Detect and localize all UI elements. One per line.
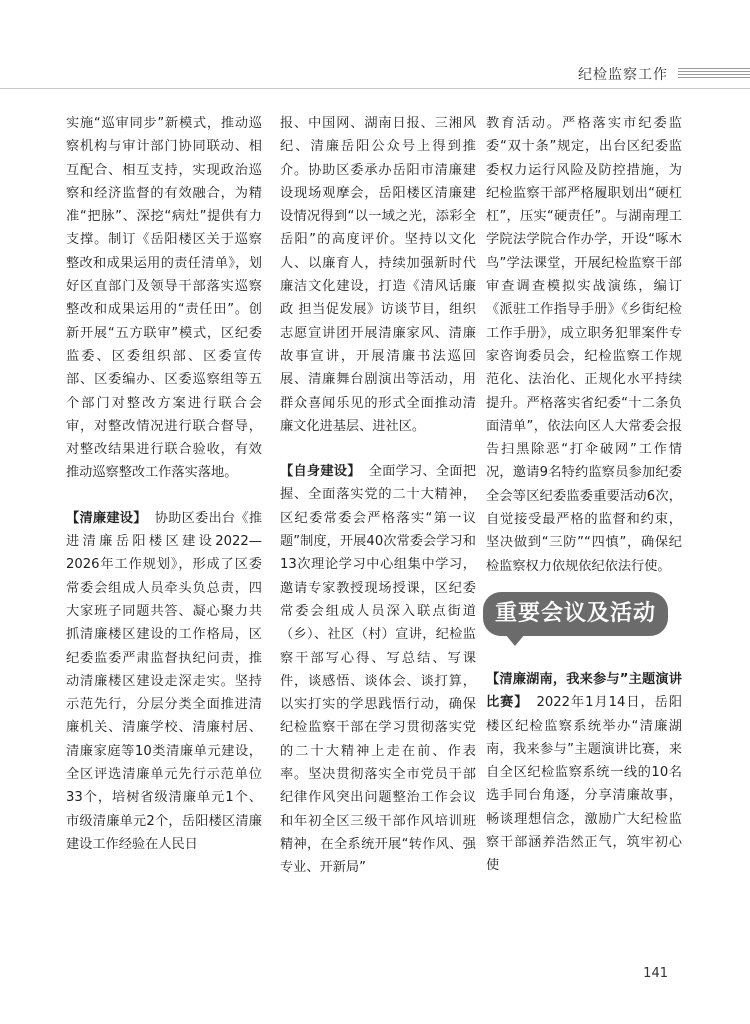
paragraph-gap [66,485,262,507]
paragraph-self-construction [280,460,476,879]
banner-pointer [505,634,525,646]
paragraph: 教育活动。严格落实市纪委监委“双十条”规定，出台区纪委监委权力运行风险及防控措施，为纪检监察干部严格履职划出“硬杠杠”，压实“硬责任”。与湖南理工学院法学院合作办学，开设“啄木鸟”学法课堂，开展纪检监察干部审查调查模拟实战演练，编订《派驻工作指导手册》《乡街纪检工作手册》，成立职务犯罪案件专家咨询委员会，纪检监察工作规范化、法治化、正规化水平持续提升。严格落实省纪委“十二条负面清单”，依法向区人大常委会报告扫黑除恶“打伞破网”工作情况，邀请9名特约监察员参加纪委全会等区纪委监委重要活动6次，自觉接受最严格的监督和约束，坚决做到“三防”“四慎”，确保纪检监察权力依规依纪依法行使。 [486,116,682,574]
section-tag: 【清廉湖南，我来参与”主题演讲比赛】 [486,671,682,711]
page-number: 141 [643,966,668,981]
paragraph-body: 协助区委出台《推进清廉岳阳楼区建设2022—2026年工作规划》，形成了区委常委会组成人员牵头负总责，四大家班子同题共答、凝心聚力共抓清廉楼区建设的工作格局，区纪委监委严肃监督执纪问责，推动清廉楼区建设走深走实。坚持示范先行，分层分类全面推进清廉机关、清廉学校、清廉村居、清廉家庭等10类清廉单元建设，全区评选清廉单元先行示范单位33个，培树省级清廉单元1个、市级清廉单元2个，岳阳楼区清廉建设工作经验在人民日 [66,510,263,852]
paragraph: 实施“巡审同步”新模式，推动巡察机构与审计部门协同联动、相互配合、相互支持，实现政治巡察和经济监督的有效融合，为精准“把脉”、深挖“病灶”提供有力支撑。制订《岳阳楼区关于巡察整改和成果运用的责任清单》，划好区直部门及领导干部落实巡察整改和成果运用的“责任田”。创新开展“五方联审”模式，区纪委监委、区委组织部、区委宣传部、区委编办、区委巡察组等五个部门对整改方案进行联合会审，对整改情况进行联合督导，对整改结果进行联合验收，有效推动巡察整改工作落实落地。 [66,116,262,481]
paragraph-gap [280,438,476,460]
banner-label: 重要会议及活动 [483,592,668,636]
header-divider [0,88,750,89]
header-stripe-decoration [678,68,750,80]
section-tag: 【清廉建设】 [66,510,147,526]
section-banner [483,592,682,652]
paragraph: 报、中国网、湖南日报、三湘风纪、清廉岳阳公众号上得到推介。协助区委承办岳阳市清廉建设现场观摩会，岳阳楼区清廉建设情况得到“以一域之光，添彩全岳阳”的高度评价。坚持以文化人、以廉育人，持续加强新时代廉洁文化建设，打造《清风话廉政 担当促发展》访谈节目，组织志愿宣讲团开展清廉家风、清廉故事宣讲，开展清廉书法巡回展、清廉舞台剧演出等活动，用群众喜闻乐见的形式全面推动清廉文化进基层、进社区。 [280,116,476,434]
paragraph-body: 全面学习、全面把握、全面落实党的二十大精神，区纪委常委会严格落实“第一议题”制度，开展40次常委会学习和13次理论学习中心组集中学习，邀请专家教授现场授课，区纪委常委会组成人员深入联点街道（乡）、社区（村）宣讲，纪检监察干部写心得、写总结、写课件，谈感悟、谈体会、谈打算，以实打实的学思践悟行动，确保纪检监察干部在学习贯彻落实党的二十大精神上走在前、作表率。坚决贯彻落实全市党员干部纪律作风突出问题整治工作会议和年初全区三级干部作风培训班精神，在全系统开展“转作风、强专业、开新局” [280,464,477,876]
paragraph-clean-construction [66,507,262,856]
section-title: 纪检监察工作 [578,67,668,83]
text-column-1 [66,112,262,856]
section-tag: 【自身建设】 [280,464,361,480]
text-column-3 [486,112,682,878]
text-column-2 [280,112,476,880]
paragraph-speech-contest [486,668,682,878]
paragraph-body: 2022年1月14日，岳阳楼区纪检监察系统举办“清廉湖南，我来参与”主题演讲比赛，来自全区纪检监察系统一线的10名选手同台角逐，分享清廉故事，畅谈理想信念，激励广大纪检监察干部涵养浩然正气，筑牢初心使 [486,695,683,874]
